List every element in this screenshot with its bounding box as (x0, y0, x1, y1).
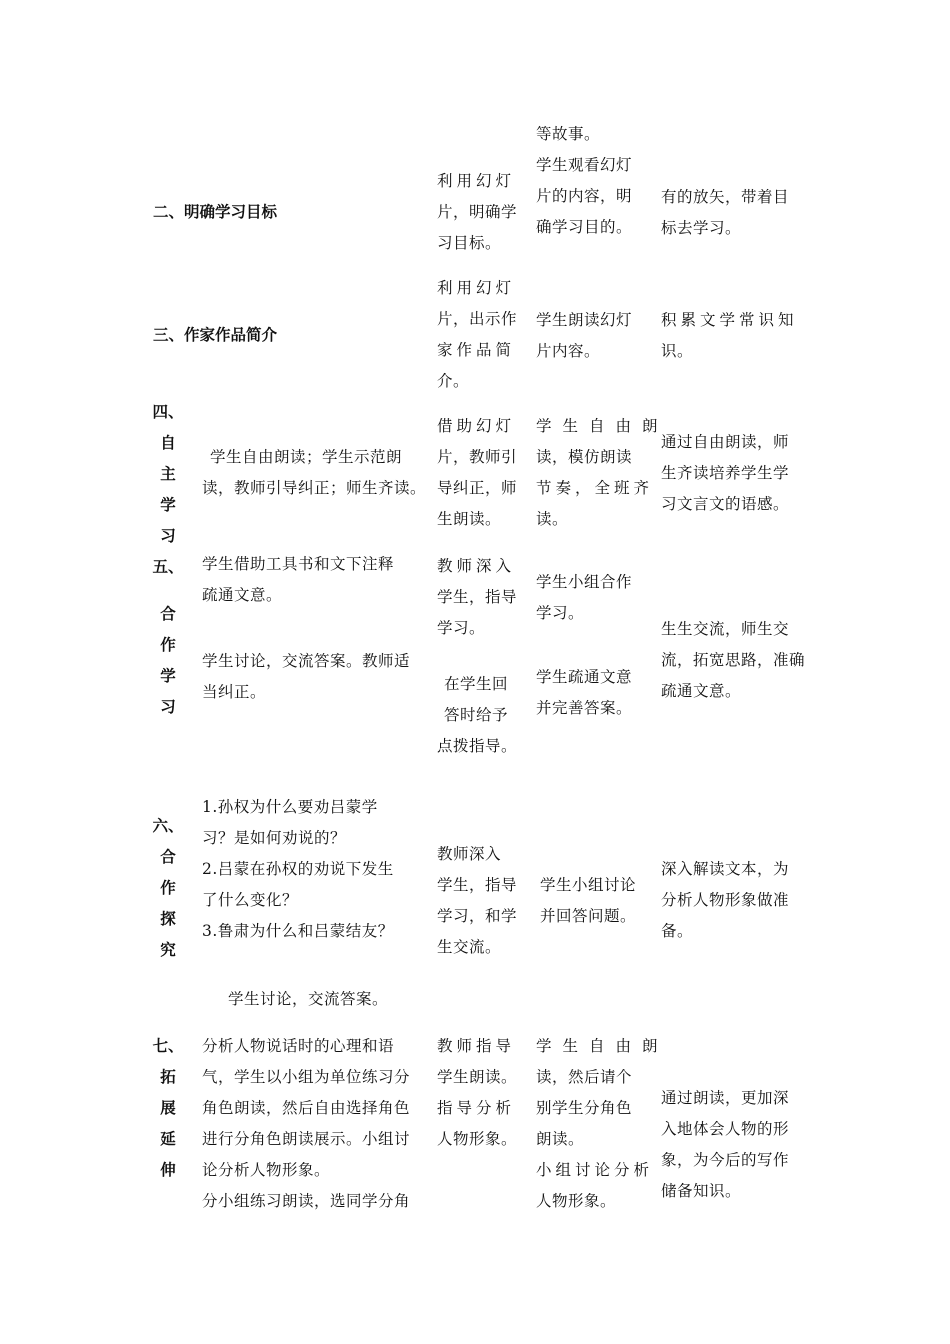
text-line: 学习。 (437, 619, 486, 637)
text-line: 习目标。 (437, 234, 502, 252)
title-char: 习 (160, 527, 176, 545)
text-line: 分析人物形象做准 (661, 891, 790, 909)
text-line: 学生自由朗读；学生示范朗 (210, 448, 403, 466)
text-line: 学生自由朗 (536, 417, 669, 435)
r5-teacher-activity-a (437, 551, 517, 644)
r3-section-title: 三、作家作品简介 (153, 326, 278, 344)
title-char: 自 (160, 434, 176, 452)
text-line: 人物形象。 (437, 1130, 518, 1148)
title-char: 学 (160, 496, 176, 514)
text-line: 生朗读。 (437, 510, 502, 528)
question-line: 3.鲁肃为什么和吕蒙结友？ (202, 922, 394, 940)
title-char: 探 (160, 910, 176, 928)
text-line: 借助幻灯 (437, 417, 516, 435)
text-line: 在学生回 (444, 675, 509, 693)
text-line: 生齐读培养学生学 (661, 464, 790, 482)
text-line: 备。 (661, 922, 694, 940)
title-char: 拓 (160, 1068, 176, 1086)
r6-questions (202, 792, 394, 947)
title-char: 伸 (160, 1161, 176, 1179)
title-char: 五、 (152, 558, 184, 576)
text-line: 进行分角色朗读展示。小组讨 (202, 1130, 411, 1148)
text-line: 节奏，全班齐 (536, 479, 654, 497)
text-line: 深入解读文本，为 (661, 860, 790, 878)
r4-content (202, 442, 426, 504)
text-line: 象，为今后的写作 (661, 1151, 790, 1169)
text-line: 教师深入 (437, 845, 502, 863)
title-char: 四、 (152, 403, 184, 421)
title-char: 延 (160, 1130, 176, 1148)
text-line: 疏通文意。 (661, 682, 742, 700)
r1-student-activity (536, 119, 632, 243)
text-line: 利用幻灯 (437, 172, 516, 190)
r7-teacher-activity (437, 1031, 517, 1155)
text-line: 等故事。 (536, 125, 601, 143)
question-line: 1.孙权为什么要劝吕蒙学 (202, 798, 378, 816)
r6-design-intent (661, 854, 789, 947)
text-line: 标去学习。 (661, 219, 742, 237)
text-line: 指导分析 (437, 1099, 516, 1117)
text-line: 片，出示作 (437, 310, 518, 328)
r4-section-title (148, 397, 188, 552)
text-line: 教师深入 (437, 557, 516, 575)
text-line: 读，然后请个 (536, 1068, 633, 1086)
text-line: 当纠正。 (202, 683, 267, 701)
text-line: 别学生分角色 (536, 1099, 633, 1117)
text-line: 生生交流，师生交 (661, 620, 790, 638)
text-line: 有的放矢，带着目 (661, 188, 790, 206)
text-line: 利用幻灯 (437, 279, 516, 297)
title-char: 学 (160, 667, 176, 685)
text-line: 入地体会人物的形 (661, 1120, 790, 1138)
text-line: 学生小组合作 (536, 573, 633, 591)
text-line: 学生疏通文意 (536, 668, 633, 686)
text-line: 学习，和学 (437, 907, 518, 925)
text-line: 学生观看幻灯 (536, 156, 633, 174)
r3-student-activity (536, 305, 632, 367)
text-line: 读。 (536, 510, 569, 528)
question-line: 2.吕蒙在孙权的劝说下发生 (202, 860, 394, 878)
r5-content-a (202, 549, 394, 611)
text-line: 答时给予 (444, 706, 509, 724)
text-line: 学生借助工具书和文下注释 (202, 555, 395, 573)
title-char: 合 (160, 848, 176, 866)
text-line: 学生讨论，交流答案。教师适 (202, 652, 411, 670)
title-char: 六、 (152, 817, 184, 835)
text-line: 气，学生以小组为单位练习分 (202, 1068, 411, 1086)
text-line: 储备知识。 (661, 1182, 742, 1200)
text-line: 积累文学常识知 (661, 311, 798, 329)
r5-student-activity-b (536, 662, 632, 724)
text-line: 点拨指导。 (437, 737, 518, 755)
r2-teacher-activity (437, 166, 517, 259)
r4-design-intent (661, 427, 789, 520)
r4-teacher-activity (437, 411, 517, 535)
text-line: 学生朗读。 (437, 1068, 518, 1086)
r5-teacher-activity-b (437, 669, 517, 762)
r6-student-activity (540, 870, 636, 932)
r5-student-activity-a (536, 567, 632, 629)
text-line: 习文言文的语感。 (661, 495, 790, 513)
text-line: 片的内容，明 (536, 187, 633, 205)
text-line: 识。 (661, 342, 694, 360)
r3-design-intent (661, 305, 798, 367)
r5-section-title (148, 552, 188, 723)
text-line: 教师指导 (437, 1037, 516, 1055)
r3-teacher-activity (437, 273, 517, 397)
text-line: 人物形象。 (536, 1192, 617, 1210)
title-char: 习 (160, 698, 176, 716)
text-line: 角色朗读，然后自由选择角色 (202, 1099, 411, 1117)
title-char: 主 (160, 465, 176, 483)
text-line: 学生自由朗 (536, 1037, 669, 1055)
title-char: 七、 (152, 1037, 184, 1055)
text-line: 学生朗读幻灯 (536, 311, 633, 329)
text-line: 生交流。 (437, 938, 502, 956)
r2-section-title: 二、明确学习目标 (153, 203, 278, 221)
r4-student-activity (536, 411, 669, 535)
r5-design-intent (661, 614, 805, 707)
r6-teacher-activity (437, 839, 517, 963)
text-line: 并回答问题。 (540, 907, 637, 925)
text-line: 疏通文意。 (202, 586, 283, 604)
text-line: 学生小组讨论 (540, 876, 637, 894)
text-line: 小组讨论分析 (536, 1161, 654, 1179)
text-line: 流，拓宽思路，准确 (661, 651, 806, 669)
text-line: 学习。 (536, 604, 585, 622)
r6-section-title (148, 811, 188, 966)
text-line: 读，教师引导纠正；师生齐读。 (202, 479, 427, 497)
title-char: 究 (160, 941, 176, 959)
text-line: 论分析人物形象。 (202, 1161, 331, 1179)
title-char: 作 (160, 879, 176, 897)
text-line: 并完善答案。 (536, 699, 633, 717)
title-char: 合 (160, 605, 176, 623)
r7-section-title (148, 1031, 188, 1186)
text-line: 导纠正，师 (437, 479, 518, 497)
text-line: 片内容。 (536, 342, 601, 360)
text-line: 片，明确学 (437, 203, 518, 221)
text-line: 家作品简 (437, 341, 516, 359)
title-char: 展 (160, 1099, 176, 1117)
r7-student-activity (536, 1031, 669, 1217)
r7-design-intent (661, 1083, 789, 1207)
text-line: 学生，指导 (437, 876, 518, 894)
text-line: 片，教师引 (437, 448, 518, 466)
r7-content (202, 1031, 410, 1217)
r2-design-intent (661, 182, 789, 244)
text-line: 确学习目的。 (536, 218, 633, 236)
text-line: 学生，指导 (437, 588, 518, 606)
text-line: 介。 (437, 372, 470, 390)
text-line: 分小组练习朗读，选同学分角 (202, 1192, 411, 1210)
question-line: 了什么变化？ (202, 891, 299, 909)
text-line: 朗读。 (536, 1130, 585, 1148)
text-line: 通过朗读，更加深 (661, 1089, 790, 1107)
text-line: 读，模仿朗读 (536, 448, 633, 466)
question-line: 习？是如何劝说的？ (202, 829, 347, 847)
text-line: 分析人物说话时的心理和语 (202, 1037, 395, 1055)
title-char: 作 (160, 636, 176, 654)
r6-content-b: 学生讨论，交流答案。 (228, 990, 389, 1008)
r5-content-b (202, 646, 410, 708)
text-line: 通过自由朗读，师 (661, 433, 790, 451)
